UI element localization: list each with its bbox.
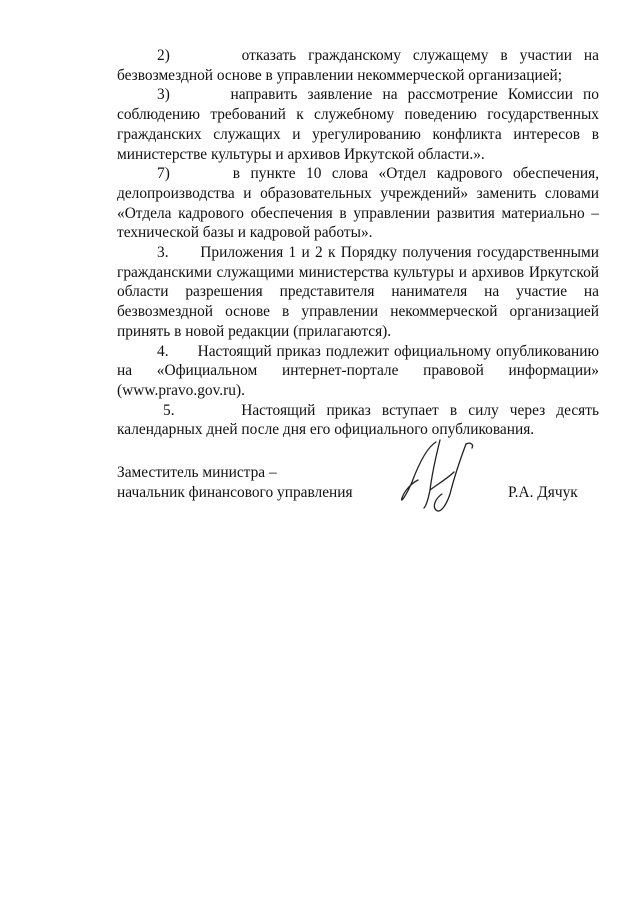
document-body: [117, 46, 599, 440]
paragraph-section-4: 4. Настоящий приказ подлежит официальному опубликованию на «Официальном интернет-портале правовой информации» (www.pravo.gov.ru).: [117, 342, 599, 399]
signatory-position: [117, 463, 353, 503]
paragraph-item-2: 2) отказать гражданскому служащему в участии на безвозмездной основе в управлении некоммерческой организацией;: [117, 47, 599, 84]
paragraph-section-5: 5. Настоящий приказ вступает в силу через десять календарных дней после дня его официального опубликования.: [117, 401, 599, 439]
handwritten-signature: [396, 438, 486, 516]
paragraph-item-7: 7) в пункте 10 слова «Отдел кадрового обеспечения, делопроизводства и образовательных учреждений» заменить словами «Отдела кадрового обеспечения в управлении развития материально – технической базы и кадровой работы».: [117, 165, 599, 242]
paragraph-item-3: 3) направить заявление на рассмотрение Комиссии по соблюдению требований к служебному поведению государственных гражданских служащих и урегулированию конфликта интересов в министерстве культуры и архивов Иркутской области.».: [117, 86, 599, 163]
signatory-position-line-2: начальник финансового управления: [117, 484, 353, 501]
paragraph-section-3: 3. Приложения 1 и 2 к Порядку получения государственными гражданскими служащими министерства культуры и архивов Иркутской области разрешения представителя нанимателя на участие на безвозмездной основе в управлении некоммерческой организацией принять в новой редакции (прилагаются).: [117, 244, 599, 340]
signatory-name: Р.А. Дячук: [508, 484, 578, 501]
signatory-position-line-1: Заместитель министра –: [117, 464, 277, 481]
